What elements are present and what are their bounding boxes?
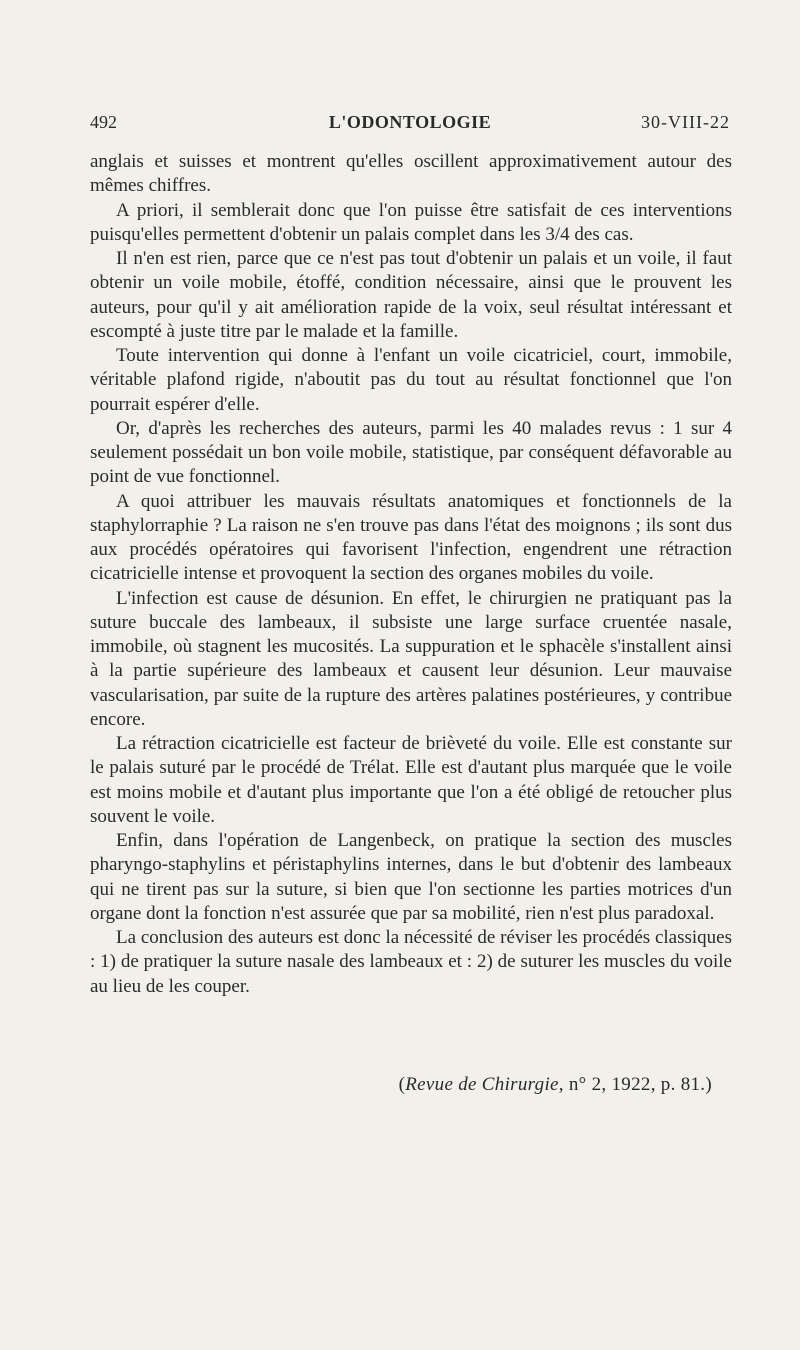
paragraph: La conclusion des auteurs est donc la nécessité de réviser les procédés classiques : 1) de pratiquer la suture nasale des lambeaux et : 2) de suturer les muscles du voile au lieu de les couper. (90, 927, 732, 997)
page-number: 492 (90, 112, 117, 132)
paragraph: Toute intervention qui donne à l'enfant un voile cicatriciel, court, immobile, véritable plafond rigide, n'aboutit pas du tout au résultat fonctionnel que l'on pourrait espérer d'elle. (90, 345, 732, 415)
paragraph: Il n'en est rien, parce que ce n'est pas tout d'obtenir un palais et un voile, il faut obtenir un voile mobile, étoffé, condition nécessaire, ainsi que le prouvent les auteurs, pour qu'il y ait amélioration rapide de la voix, seul résultat intéressant et escompté à juste titre par le malade et la famille. (90, 248, 732, 342)
issue-date: 30-VIII-22 (641, 112, 730, 132)
paragraph: Enfin, dans l'opération de Langenbeck, on pratique la section des muscles pharyngo-staphylins et péristaphylins internes, dans le but d'obtenir des lambeaux qui ne tirent pas sur la suture, si bien que l'on sectionne les parties motrices d'un organe dont la fonction n'est assurée que par sa mobilité, rien n'est plus paradoxal. (90, 830, 732, 924)
citation-details: n° 2, 1922, p. 81.) (563, 1074, 712, 1095)
citation-open-paren: ( (398, 1074, 406, 1095)
paragraph: A priori, il semblerait donc que l'on puisse être satisfait de ces interventions puisqu'elles permettent d'obtenir un palais complet dans les 3/4 des cas. (90, 199, 732, 245)
paragraph: A quoi attribuer les mauvais résultats anatomiques et fonctionnels de la staphylorraphie ? La raison ne s'en trouve pas dans l'état des moignons ; ils sont dus aux procédés opératoires qui favorisent l'infection, engendrent une rétraction cicatricielle intense et provoquent la section des organes mobiles du voile. (90, 490, 732, 585)
paragraph: L'infection est cause de désunion. En effet, le chirurgien ne pratiquant pas la suture buccale des lambeaux, il subsiste une large surface cruentée nasale, immobile, où stagnent les mucosités. La suppuration et le sphacèle s'installent ainsi à la partie supérieure des lambeaux et causent leur désunion. Leur mauvaise vascularisation, par suite de la rupture des artères palatines postérieures, y contribue encore. (90, 587, 732, 730)
citation-journal: Revue de Chirurgie, (405, 1074, 564, 1095)
paragraph: Or, d'après les recherches des auteurs, parmi les 40 malades revus : 1 sur 4 seulement possédait un bon voile mobile, statistique, par conséquent défavorable au point de vue fonctionnel. (90, 417, 732, 488)
running-header (90, 112, 730, 142)
article-body (90, 150, 732, 999)
journal-title: L'ODONTOLOGIE (328, 112, 492, 132)
paragraph: La rétraction cicatricielle est facteur de brièveté du voile. Elle est constante sur le palais suturé par le procédé de Trélat. Elle est d'autant plus marquée que le voile est moins mobile et d'autant plus importante que l'on a été obligé de retoucher plus souvent le voile. (90, 733, 732, 827)
paragraph: anglais et suisses et montrent qu'elles oscillent approximativement autour des mêmes chiffres. (90, 151, 732, 197)
source-citation (90, 1074, 732, 1096)
